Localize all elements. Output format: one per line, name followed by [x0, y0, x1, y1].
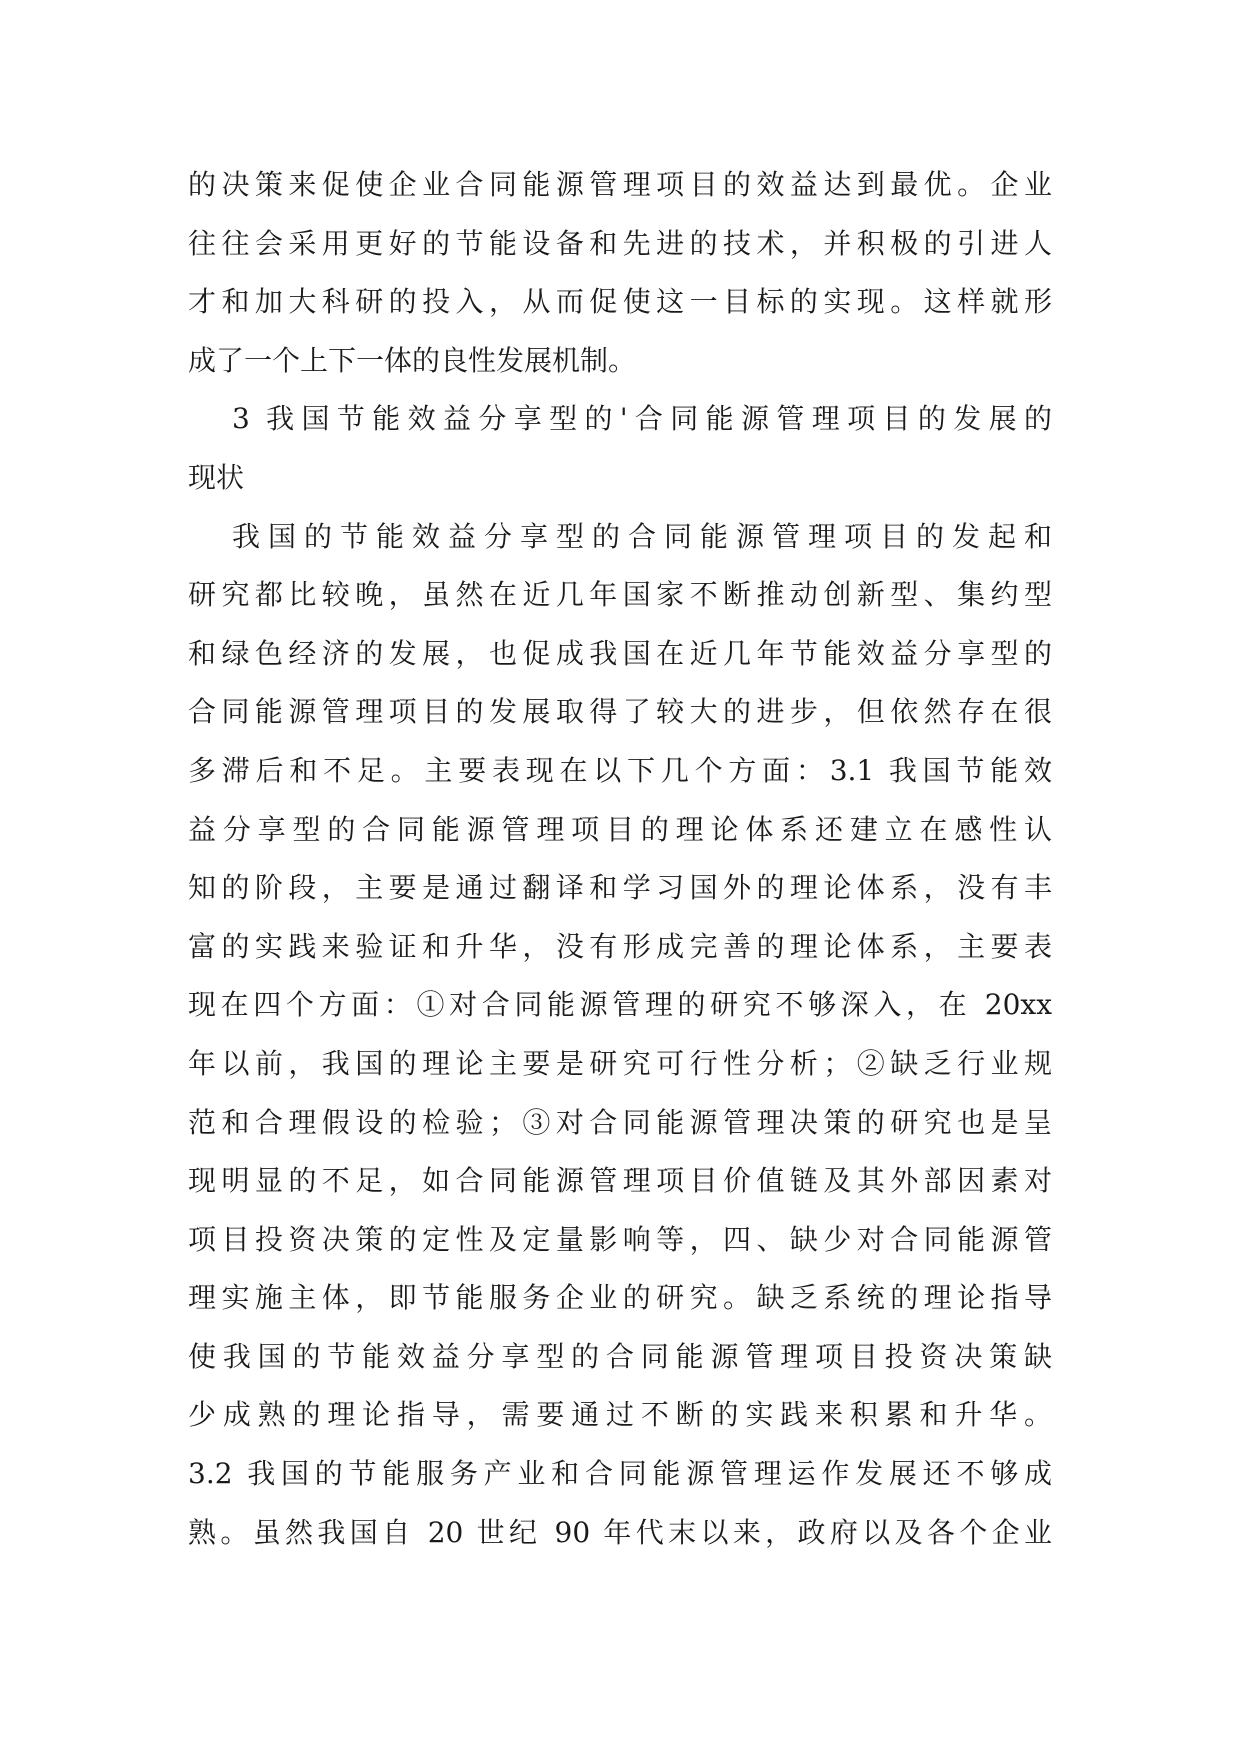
text-line: 熟。虽然我国自 20 世纪 90 年代末以来，政府以及各个企业 [188, 1515, 1052, 1549]
text-line: 益分享型的合同能源管理项目的理论体系还建立在感性认 [188, 812, 1052, 846]
text-line: 年以前，我国的理论主要是研究可行性分析；②缺乏行业规 [188, 1046, 1052, 1080]
text-line: 往往会采用更好的节能设备和先进的技术，并积极的引进人 [188, 226, 1052, 260]
body-text [188, 156, 1052, 1562]
text-line: 现明显的不足，如合同能源管理项目价值链及其外部因素对 [188, 1164, 1052, 1198]
text-line: 富的实践来验证和升华，没有形成完善的理论体系，主要表 [188, 929, 1052, 963]
text-line: 使我国的节能效益分享型的合同能源管理项目投资决策缺 [188, 1339, 1052, 1373]
text-line: 成了一个上下一体的良性发展机制。 [188, 343, 637, 377]
section-heading-line: 现状 [188, 460, 245, 494]
text-line: 我国的节能效益分享型的合同能源管理项目的发起和 [232, 519, 1052, 553]
text-line: 的决策来促使企业合同能源管理项目的效益达到最优。企业 [188, 168, 1052, 201]
text-line: 多滞后和不足。主要表现在以下几个方面：3.1 我国节能效 [188, 753, 1052, 787]
text-line: 少成熟的理论指导，需要通过不断的实践来积累和升华。 [188, 1398, 1052, 1432]
text-line: 合同能源管理项目的发展取得了较大的进步，但依然存在很 [188, 695, 1052, 729]
text-line: 理实施主体，即节能服务企业的研究。缺乏系统的理论指导 [188, 1281, 1052, 1315]
section-heading-line: 3 我国节能效益分享型的'合同能源管理项目的发展的 [232, 402, 1052, 436]
text-line: 3.2 我国的节能服务产业和合同能源管理运作发展还不够成 [188, 1457, 1052, 1491]
text-line: 现在四个方面：①对合同能源管理的研究不够深入，在 20xx [188, 988, 1052, 1022]
text-line: 项目投资决策的定性及定量影响等，四、缺少对合同能源管 [188, 1222, 1052, 1256]
text-line: 才和加大科研的投入，从而促使这一目标的实现。这样就形 [188, 285, 1052, 319]
text-line: 知的阶段，主要是通过翻译和学习国外的理论体系，没有丰 [188, 871, 1052, 905]
text-line: 范和合理假设的检验；③对合同能源管理决策的研究也是呈 [188, 1105, 1052, 1139]
text-line: 研究都比较晚，虽然在近几年国家不断推动创新型、集约型 [188, 578, 1052, 612]
text-line: 和绿色经济的发展，也促成我国在近几年节能效益分享型的 [188, 636, 1052, 670]
